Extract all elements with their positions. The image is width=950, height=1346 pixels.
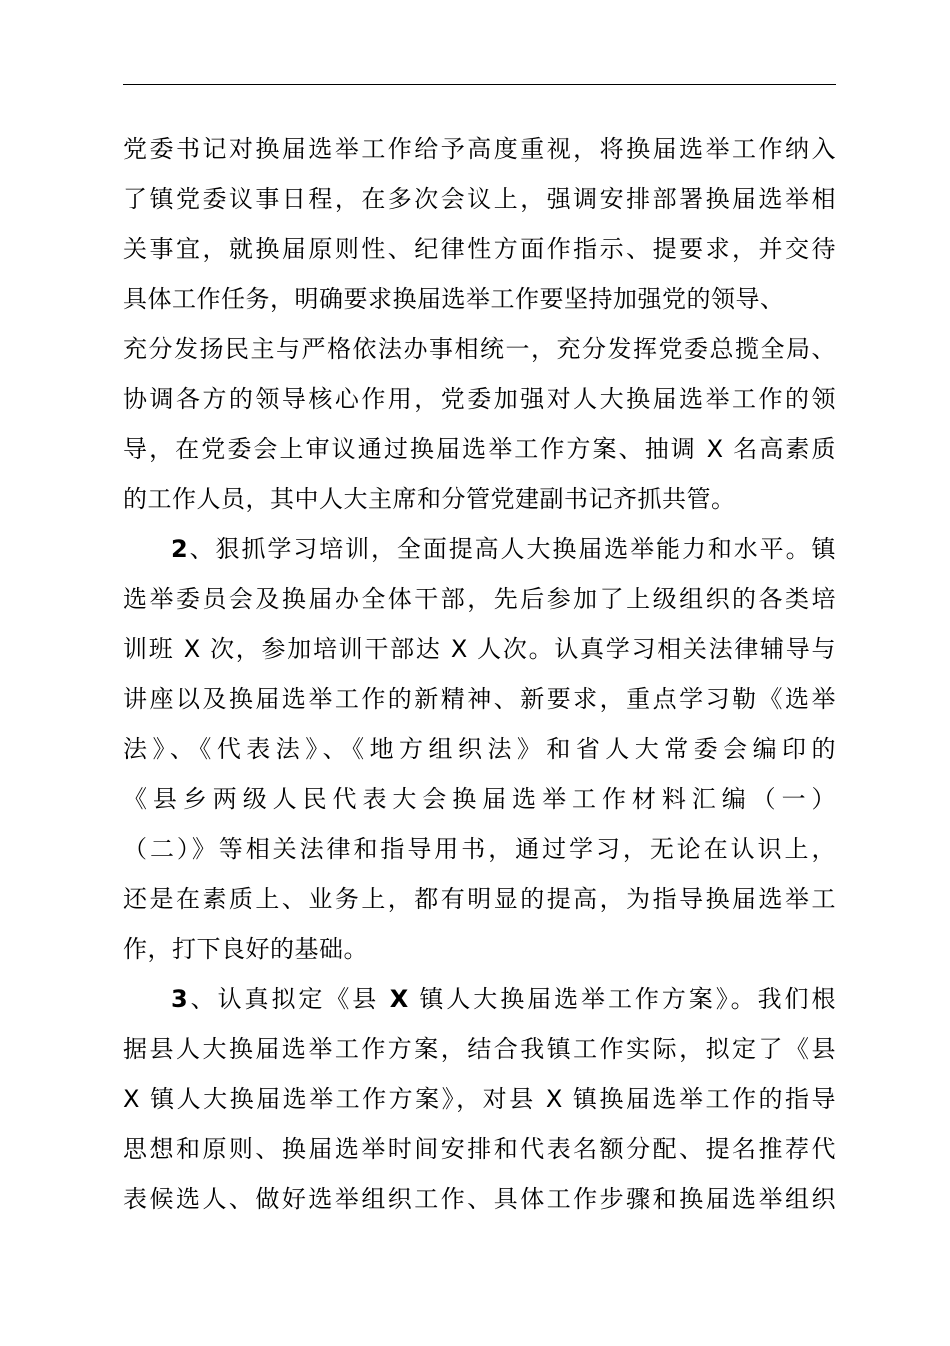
text-line: 《县乡两级人民代表大会换届选举工作材料汇编（一） [123, 785, 836, 813]
paragraph-text: 、认真拟定《县 [188, 985, 390, 1013]
header-rule [123, 84, 836, 85]
text-line: 讲座以及换届选举工作的新精神、新要求，重点学习勒《选举 [123, 685, 836, 713]
paragraph-3-first-line [123, 974, 836, 1024]
text-line: 具体工作任务，明确要求换届选举工作要坚持加强党的领导、 [123, 285, 785, 313]
paragraph-number: 2 [171, 535, 189, 563]
paragraph-text: 、狠抓学习培训，全面提高人大换届选举能力和水平。镇 [188, 535, 836, 563]
text-line: 关事宜，就换届原则性、纪律性方面作指示、提要求，并交待 [123, 235, 836, 263]
text-line: 表候选人、做好选举组织工作、具体工作步骤和换届选举组织 [123, 1185, 836, 1213]
text-line: 协调各方的领导核心作用，党委加强对人大换届选举工作的领 [123, 385, 836, 413]
paragraph-number: 3 [171, 985, 189, 1013]
text-line: 思想和原则、换届选举时间安排和代表名额分配、提名推荐代 [123, 1135, 836, 1163]
paragraph-2-first-line [123, 524, 836, 574]
text-line: 据县人大换届选举工作方案，结合我镇工作实际，拟定了《县 [123, 1035, 836, 1063]
text-line: 训班 X 次，参加培训干部达 X 人次。认真学习相关法律辅导与 [123, 635, 836, 663]
text-line: 选举委员会及换届办全体干部，先后参加了上级组织的各类培 [123, 585, 836, 613]
text-line: X 镇人大换届选举工作方案》，对县 X 镇换届选举工作的指导 [123, 1085, 836, 1113]
bold-placeholder: X [389, 985, 409, 1013]
text-line: 的工作人员，其中人大主席和分管党建副书记齐抓共管。 [123, 485, 736, 513]
body-text [123, 124, 836, 1224]
paragraph-text: 镇人大换届选举工作方案》。我们根 [408, 985, 836, 1013]
text-line: 导，在党委会上审议通过换届选举工作方案、抽调 X 名高素质 [123, 435, 836, 463]
text-line: 了镇党委议事日程，在多次会议上，强调安排部署换届选举相 [123, 185, 836, 213]
text-line: （二）》等相关法律和指导用书，通过学习，无论在认识上， [123, 835, 836, 863]
text-line: 党委书记对换届选举工作给予高度重视，将换届选举工作纳入 [123, 135, 836, 163]
text-line: 作，打下良好的基础。 [123, 935, 368, 963]
text-line: 还是在素质上、业务上，都有明显的提高，为指导换届选举工 [123, 885, 836, 913]
text-line: 充分发扬民主与严格依法办事相统一，充分发挥党委总揽全局、 [123, 335, 836, 363]
text-line: 法》、《代表法》、《地方组织法》和省人大常委会编印的 [123, 735, 836, 763]
